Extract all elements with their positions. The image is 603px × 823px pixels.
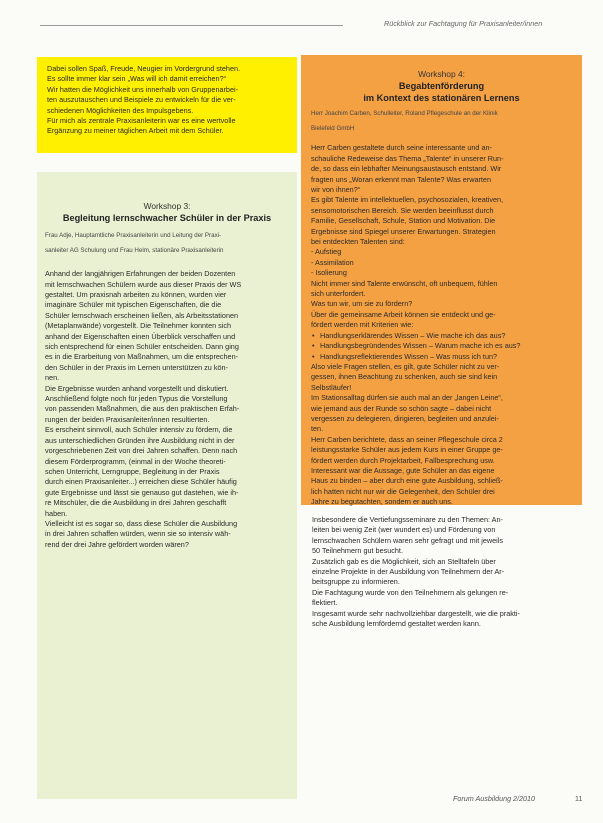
workshop4-body-a: [311, 143, 572, 330]
text-line: nen.: [45, 373, 60, 383]
text-line: Selbstläufer!: [311, 382, 352, 392]
text-line: 50 Teilnehmern gut besucht.: [312, 546, 403, 556]
text-line: es in die Erarbeitung von Maßnahmen, um die entsprechen-: [45, 352, 239, 362]
text-line: Vielleicht ist es sogar so, dass diese Schüler die Ausbildung: [45, 518, 238, 528]
text-line: ten.: [311, 424, 324, 434]
text-line: von passenden Maßnahmen, die aus den praktischen Erfah-: [45, 404, 240, 414]
text-line: beitsgruppe zu informieren.: [312, 577, 400, 587]
text-line: Zusätzlich gab es die Möglichkeit, sich an Stelltafeln über: [312, 556, 496, 566]
text-line: Jahre zu begutachten, sondern er auch uns.: [311, 497, 453, 507]
text-line: Interessant war die Aussage, gute Schüler an das eigene: [311, 465, 495, 475]
text-line: schiedenen Möglichkeiten des Impulsgebens.: [47, 105, 194, 115]
workshop3-box: [37, 172, 297, 799]
text-line: ten auszutauschen und Beispiele zu entwickeln für die ver-: [47, 95, 236, 105]
yellow-box-text: [47, 64, 287, 137]
text-line: fragten uns „Woran erkennt man Talente? Was erwarten: [311, 174, 492, 184]
text-line: - Assimilation: [311, 257, 354, 267]
text-line: - Isolierung: [311, 268, 347, 278]
text-line: Anschließend folgte noch für jeden Typus die Vorstellung: [45, 394, 228, 404]
text-line: gessen, ihnen Beachtung zu schenken, auch sie sind kein: [311, 372, 498, 382]
text-line: gute Ergebnisse und lässt sie genauso gut dastehen, wie ih-: [45, 487, 239, 497]
page-number: 11: [575, 794, 583, 803]
text-line: imaginäre Schüler mit typischen Eigenschaften, die die: [45, 300, 222, 310]
text-line: rend der drei Jahre gefördert worden wären?: [45, 539, 189, 549]
text-line: schen Unterricht, Lerngruppe, Begleitung in der Praxis: [45, 466, 220, 476]
text-line: Dabei sollen Spaß, Freude, Neugier im Vordergrund stehen.: [47, 64, 241, 73]
text-line: Schüler lernschwach erscheinen ließen, als Arbeitsstationen: [45, 310, 239, 320]
text-line: lernschwachen Schülern waren sehr gefragt und mit jeweils: [312, 535, 504, 545]
text-line: Frau Adje, Hauptamtliche Praxisanleiterin und Leitung der Praxi-: [45, 232, 222, 239]
text-line: flektiert.: [312, 598, 338, 608]
text-line: diesem Förderprogramm, (einmal in der Woche theoreti-: [45, 456, 226, 466]
workshop3-label: Workshop 3:: [143, 201, 191, 211]
text-line: sensomotorischen Bereich. Sie werden beeinflusst durch: [311, 205, 494, 215]
text-line: Also viele Fragen stellen, es gilt, gute Schüler nicht zu ver-: [311, 361, 500, 371]
text-line: Über die gemeinsame Arbeit können sie entdeckt und ge-: [311, 309, 496, 319]
workshop4-authors: [311, 110, 572, 133]
workshop4-criteria-list: [311, 331, 572, 362]
text-line: vergessen zu delegieren, dirigieren, begleiten und anzulei-: [311, 413, 499, 423]
text-line: fördert werden durch Projektarbeit, Fallbesprechung usw.: [311, 455, 495, 465]
list-item: • Handlungserklärendes Wissen – Wie mache ich das aus?: [311, 331, 572, 341]
text-line: sich unterfordert.: [311, 289, 366, 299]
closing-text: [312, 515, 582, 629]
text-line: Wir hatten die Möglichkeit uns innerhalb von Gruppenarbei-: [47, 84, 239, 94]
workshop3-title: Begleitung lernschwacher Schüler in der Praxis: [62, 213, 272, 223]
text-line: Herr Joachim Carben, Schulleiter, Roland Pflegeschule an der Klinik: [311, 110, 498, 118]
text-line: gestaltet. Um praxisnah arbeiten zu können, wurden vier: [45, 290, 227, 299]
running-title: Rückblick zur Fachtagung für Praxisanleiter/innen: [384, 19, 543, 28]
workshop4-body-b: [311, 362, 572, 508]
text-line: Insbesondere die Vertiefungsseminare zu den Themen: An-: [312, 515, 503, 524]
workshop4-title-line1: Begabtenförderung: [398, 81, 485, 91]
text-line: Anhand der langjährigen Erfahrungen der beiden Dozenten: [45, 269, 236, 279]
text-line: Ergänzung zu meiner täglichen Arbeit mit dem Schüler.: [47, 126, 224, 136]
text-line: aus unterschiedlichen Gründen ihre Ausbildung nicht in der: [45, 435, 235, 445]
text-line: Haus zu binden – aber durch eine gute Ausbildung, schließ-: [311, 476, 503, 486]
workshop4-title-line2: im Kontext des stationären Lernens: [363, 93, 520, 103]
text-line: in drei Jahren schaffen würden, wenn sie so intensiv wäh-: [45, 529, 231, 539]
workshop3-body: [45, 269, 289, 550]
text-line: den Schüler in der Praxis im Lernen unterstützen zu kön-: [45, 362, 228, 372]
text-line: einzelne Projekte in der Ausbildung von Teilnehmern der Ar-: [312, 567, 505, 577]
text-line: Die Ergebnisse wurden anhand vorgestellt und diskutiert.: [45, 383, 229, 393]
text-line: de, so dass ein lebhafter Meinungsaustausch entstand. Wir: [311, 164, 502, 174]
yellow-text-box: [37, 57, 297, 153]
text-line: rungen der beiden Praxisanleiter/innen resultierten.: [45, 414, 210, 424]
text-line: Die Fachtagung wurde von den Teilnehmern als gelungen re-: [312, 587, 509, 597]
text-line: Ergebnisse sind Spiegel unserer Erwartungen. Strategien: [311, 226, 496, 236]
text-line: wie jemand aus der Runde so schön sagte – dabei nicht: [311, 403, 492, 413]
text-line: anhand der Eigenschaften einen Überblick verschaffen und: [45, 331, 236, 341]
text-line: Herr Carben gestaltete durch seine interessante und an-: [311, 143, 492, 153]
text-line: sche Ausbildung lernfördernd gestaltet werden kann.: [312, 619, 481, 629]
workshop3-authors: [45, 232, 289, 255]
text-line: Im Stationsalltag dürfen sie auch mal an der „langen Leine“,: [311, 393, 503, 403]
workshop4-box: [301, 55, 582, 505]
text-line: Bielefeld GmbH: [311, 124, 355, 132]
text-line: Insgesamt wurde sehr nachvollziehbar dargestellt, wie die prakti-: [312, 608, 520, 618]
text-line: Herr Carben berichtete, dass an seiner Pflegeschule circa 2: [311, 434, 503, 444]
text-line: Was tun wir, um sie zu fördern?: [311, 299, 413, 309]
text-line: - Aufstieg: [311, 247, 342, 257]
closing-body: [312, 515, 582, 629]
text-line: durch einen Praxisanleiter...) erreichen diese Schüler häufig: [45, 477, 237, 487]
header-rule: [40, 25, 343, 26]
workshop4-label: Workshop 4:: [418, 69, 465, 79]
text-line: re Mitschüler, die die Ausbildung in drei Jahren geschafft: [45, 498, 227, 508]
text-line: sich entsprechend für einen Schüler entscheiden. Dann ging: [45, 342, 239, 352]
text-line: Familie, Gesellschaft, Schule, Station und Motivation. Die: [311, 216, 496, 226]
text-line: Es sollte immer klar sein „Was will ich damit erreichen?“: [47, 74, 227, 84]
text-line: bei entdeckten Talenten sind:: [311, 237, 405, 247]
text-line: leistungsstarke Schüler aus jedem Kurs in einer Gruppe ge-: [311, 445, 503, 455]
text-line: vorgeschriebenen Zeit von drei Jahren schaffen. Denn nach: [45, 446, 238, 456]
text-line: sanleiter AG Schulung und Frau Helm, stationäre Praxisanleiterin: [45, 246, 224, 254]
text-line: fördert werden mit Kriterien wie:: [311, 320, 414, 330]
list-item: • Handlungsbegründendes Wissen – Warum mache ich es aus?: [311, 341, 572, 351]
list-item: • Handlungsreflektierendes Wissen – Was muss ich tun?: [311, 352, 572, 362]
text-line: wir von ihnen?“: [311, 185, 361, 194]
text-line: haben.: [45, 508, 68, 518]
text-line: lich hatten nicht nur wir die Gelegenheit, den Schüler drei: [311, 486, 495, 496]
text-line: (Metaplanwände) vorgestellt. Die Teilnehmer konnten sich: [45, 321, 232, 331]
text-line: Es erscheint sinnvoll, auch Schüler intensiv zu fördern, die: [45, 425, 233, 435]
text-line: Nicht immer sind Talente erwünscht, oft unbequem, fühlen: [311, 278, 498, 288]
text-line: leiten bei wenig Zeit (wer wundert es) und Förderung von: [312, 525, 496, 535]
text-line: Für mich als zentrale Praxisanleiterin war es eine wertvolle: [47, 116, 236, 126]
footer-publication: Forum Ausbildung 2/2010: [453, 794, 536, 803]
text-line: schauliche Redeweise das Thema „Talente“ in unserer Run-: [311, 153, 504, 163]
text-line: mit lernschwachen Schülern wurde aus dieser Praxis der WS: [45, 279, 242, 289]
text-line: Es gibt Talente im intellektuellen, psychosozialen, kreativen,: [311, 195, 504, 205]
